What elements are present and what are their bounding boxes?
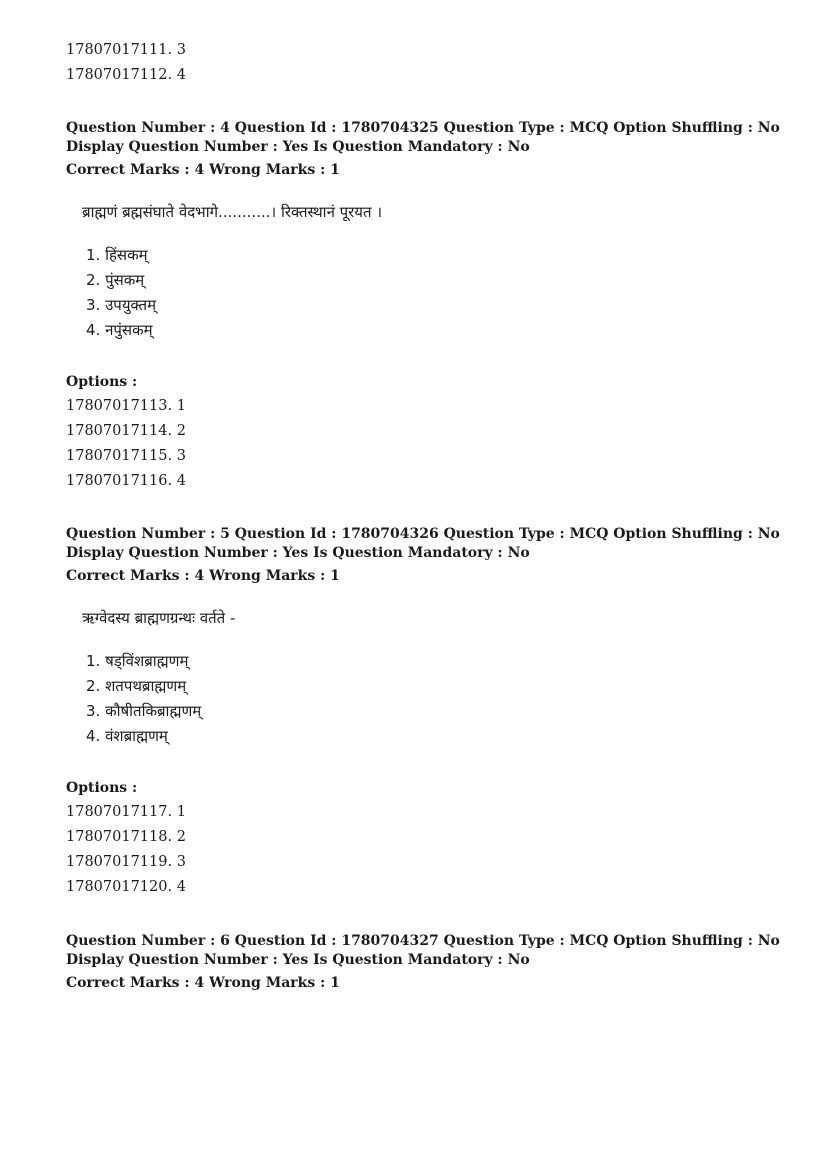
question-4-header-line2: Display Question Number : Yes Is Question Mandatory : No [66, 139, 530, 155]
question-4-choice: 2. पुंसकम् [86, 271, 145, 289]
question-4-option: 17807017116. 4 [66, 473, 186, 489]
question-5-header: Question Number : 5 Question Id : 1780704326 Question Type : MCQ Option Shuffling : No [66, 526, 780, 542]
question-5-choice: 3. कौषीतकिब्राह्मणम् [86, 702, 202, 720]
question-5-marks: Correct Marks : 4 Wrong Marks : 1 [66, 568, 340, 584]
question-4-option: 17807017114. 2 [66, 423, 186, 439]
question-4-option: 17807017113. 1 [66, 398, 186, 414]
question-5-choice: 1. षड्विंशब्राह्मणम् [86, 652, 189, 670]
question-4-text: ब्राह्मणं ब्रह्मसंघाते वेदभागे...........। रिक्तस्थानं पूरयत । [82, 203, 383, 221]
question-5-option: 17807017118. 2 [66, 829, 186, 845]
question-4-choice: 1. हिंसकम् [86, 246, 148, 264]
question-6-marks: Correct Marks : 4 Wrong Marks : 1 [66, 975, 340, 991]
question-5-header-line2: Display Question Number : Yes Is Question Mandatory : No [66, 545, 530, 561]
question-6-header-line2: Display Question Number : Yes Is Question Mandatory : No [66, 952, 530, 968]
question-5-text: ऋग्वेदस्य ब्राह्मणग्रन्थः वर्तते - [82, 609, 236, 627]
question-5-option: 17807017120. 4 [66, 879, 186, 895]
question-4-options-label: Options : [66, 374, 138, 390]
carryover-option: 17807017111. 3 [66, 42, 186, 58]
carryover-option: 17807017112. 4 [66, 67, 186, 83]
question-5-option: 17807017117. 1 [66, 804, 186, 820]
question-5-choice: 4. वंशब्राह्मणम् [86, 727, 168, 745]
question-6-header: Question Number : 6 Question Id : 1780704327 Question Type : MCQ Option Shuffling : No [66, 933, 780, 949]
question-5-options-label: Options : [66, 780, 138, 796]
question-5-choice: 2. शतपथब्राह्मणम् [86, 677, 187, 695]
question-4-choice: 4. नपुंसकम् [86, 321, 153, 339]
question-4-option: 17807017115. 3 [66, 448, 186, 464]
question-5-option: 17807017119. 3 [66, 854, 186, 870]
question-4-header: Question Number : 4 Question Id : 1780704325 Question Type : MCQ Option Shuffling : No [66, 120, 780, 136]
question-4-choice: 3. उपयुक्तम् [86, 296, 157, 314]
question-4-marks: Correct Marks : 4 Wrong Marks : 1 [66, 162, 340, 178]
